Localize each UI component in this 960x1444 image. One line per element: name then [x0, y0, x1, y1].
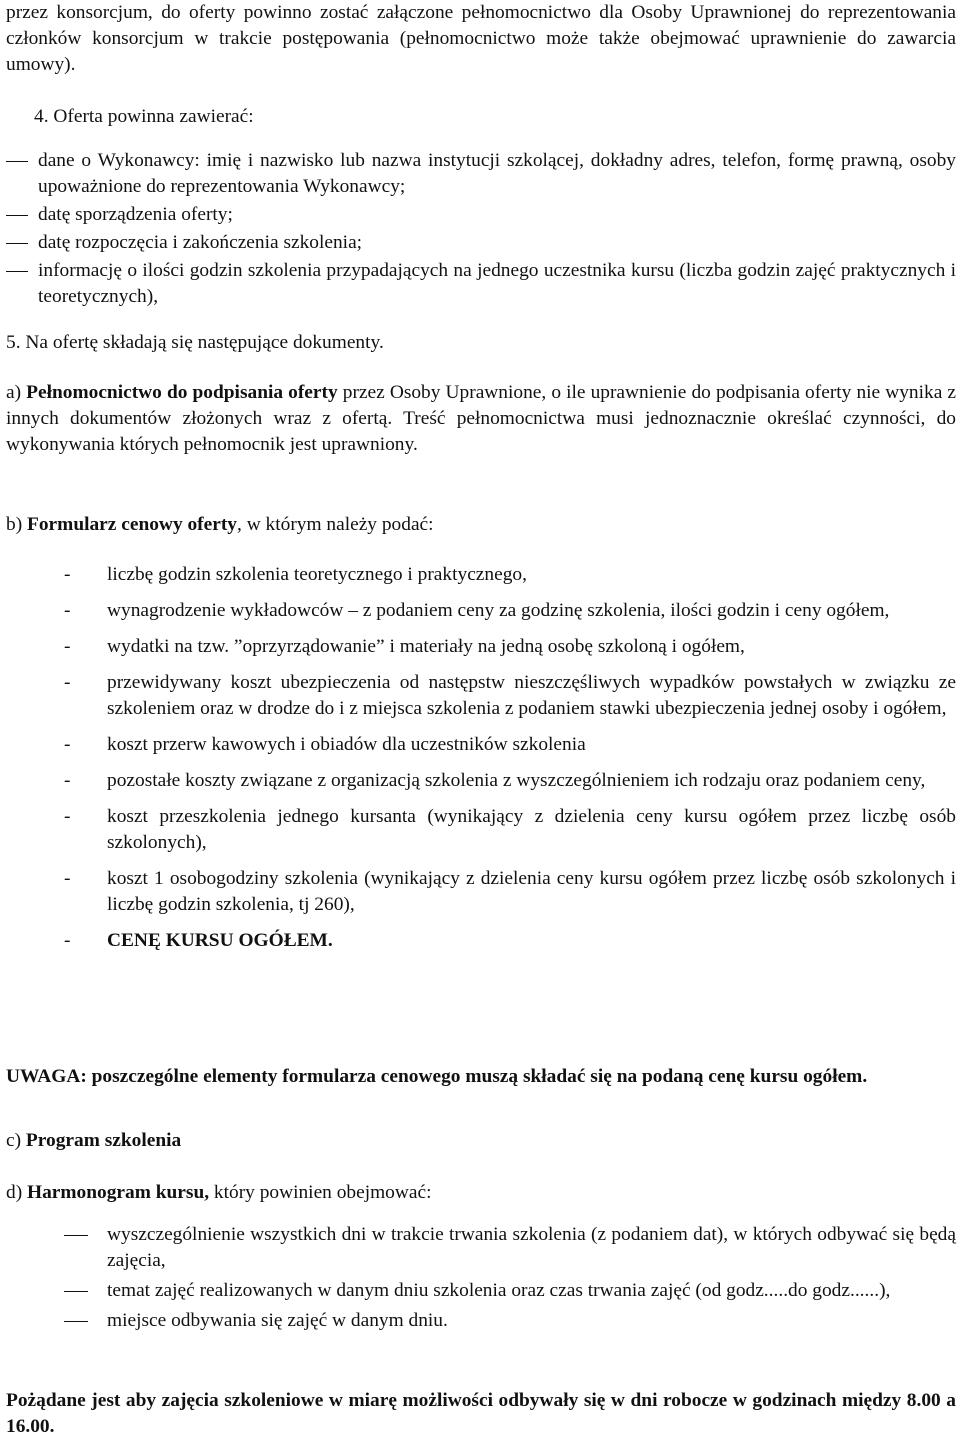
- final-note: Pożądane jest aby zajęcia szkoleniowe w miarę możliwości odbywały się w dni robocze w godzinach między 8.00 a 16.00.: [6, 1390, 956, 1437]
- intro-paragraph: przez konsorcjum, do oferty powinno zostać załączone pełnomocnictwo dla Osoby Uprawnionej do reprezentowania członków konsorcjum w trakcie postępowania (pełnomocnictwo może także obejmować uprawnienie do zawarcia umowy).: [6, 2, 956, 75]
- item-c-title: Program szkolenia: [25, 1130, 182, 1151]
- list-item: - wydatki na tzw. ”oprzyrządowanie” i materiały na jedną osobę szkoloną i ogółem,: [64, 634, 956, 660]
- schedule-list: [64, 1222, 956, 1334]
- list-item: - liczbę godzin szkolenia teoretycznego i praktycznego,: [64, 562, 956, 588]
- section-4-list: [6, 148, 956, 312]
- list-item: - wynagrodzenie wykładowców – z podaniem ceny za godzinę szkolenia, ilości godzin i ceny ogółem,: [64, 598, 956, 624]
- item-b-title: Formularz cenowy oferty: [27, 514, 237, 535]
- item-d-prefix: d): [6, 1182, 28, 1203]
- item-d-paragraph: [6, 1180, 956, 1206]
- list-item: - przewidywany koszt ubezpieczenia od następstw nieszczęśliwych wypadków powstałych w związku ze szkoleniem oraz w drodze do i z miejsca szkolenia z podaniem stawki ubezpieczenia jednej osoby i ogółem,: [64, 670, 956, 722]
- list-item: - koszt przeszkolenia jednego kursanta (wynikający z dzielenia ceny kursu ogółem przez liczbę osób szkolonych),: [64, 804, 956, 856]
- list-item: wyszczególnienie wszystkich dni w trakcie trwania szkolenia (z podaniem dat), w których odbywać się będą zajęcia,: [64, 1222, 956, 1274]
- total-price-label: CENĘ KURSU OGÓŁEM.: [107, 930, 333, 951]
- list-item-total: [64, 928, 956, 954]
- list-item: informację o ilości godzin szkolenia przypadających na jednego uczestnika kursu (liczba godzin zajęć praktycznych i teoretycznych),: [6, 258, 956, 310]
- item-b-paragraph: [6, 512, 956, 538]
- item-a-paragraph: [6, 380, 956, 458]
- section-4-heading: 4. Oferta powinna zawierać:: [34, 106, 254, 127]
- list-item: - koszt przerw kawowych i obiadów dla uczestników szkolenia: [64, 732, 956, 758]
- list-item: datę sporządzenia oferty;: [6, 202, 956, 228]
- item-a-text: przez Osoby Uprawnione, o ile uprawnienie do podpisania oferty nie wynika z innych dokumentów złożonych wraz z ofertą. Treść pełnomocnictwa musi jednoznacznie określać czynności, do wykonywania których pełnomocnik jest uprawniony.: [6, 382, 956, 455]
- item-d-text: który powinien obejmować:: [209, 1182, 432, 1203]
- list-item: - koszt 1 osobogodziny szkolenia (wynikający z dzielenia ceny kursu ogółem przez liczbę osób szkolonych i liczbę godzin szkolenia, tj 260),: [64, 866, 956, 918]
- item-b-text: , w którym należy podać:: [237, 514, 434, 535]
- list-item: datę rozpoczęcia i zakończenia szkolenia;: [6, 230, 956, 256]
- list-item: - pozostałe koszty związane z organizacją szkolenia z wyszczególnieniem ich rodzaju oraz podaniem ceny,: [64, 768, 956, 794]
- section-5-heading: 5. Na ofertę składają się następujące dokumenty.: [6, 332, 384, 353]
- list-item: miejsce odbywania się zajęć w danym dniu.: [64, 1308, 956, 1334]
- item-c-prefix: c): [6, 1130, 26, 1151]
- item-c-paragraph: [6, 1128, 956, 1154]
- list-item: temat zajęć realizowanych w danym dniu szkolenia oraz czas trwania zajęć (od godz.....do godz......),: [64, 1278, 956, 1304]
- item-a-title: Pełnomocnictwo do podpisania oferty: [26, 382, 338, 403]
- price-form-list: [64, 562, 956, 954]
- list-item: dane o Wykonawcy: imię i nazwisko lub nazwa instytucji szkolącej, dokładny adres, telefon, formę prawną, osoby upoważnione do reprezentowania Wykonawcy;: [6, 148, 956, 200]
- item-b-prefix: b): [6, 514, 28, 535]
- uwaga-note: UWAGA: poszczególne elementy formularza cenowego muszą składać się na podaną cenę kursu ogółem.: [6, 1066, 868, 1087]
- item-d-title: Harmonogram kursu,: [27, 1182, 210, 1203]
- item-a-prefix: a): [6, 382, 27, 403]
